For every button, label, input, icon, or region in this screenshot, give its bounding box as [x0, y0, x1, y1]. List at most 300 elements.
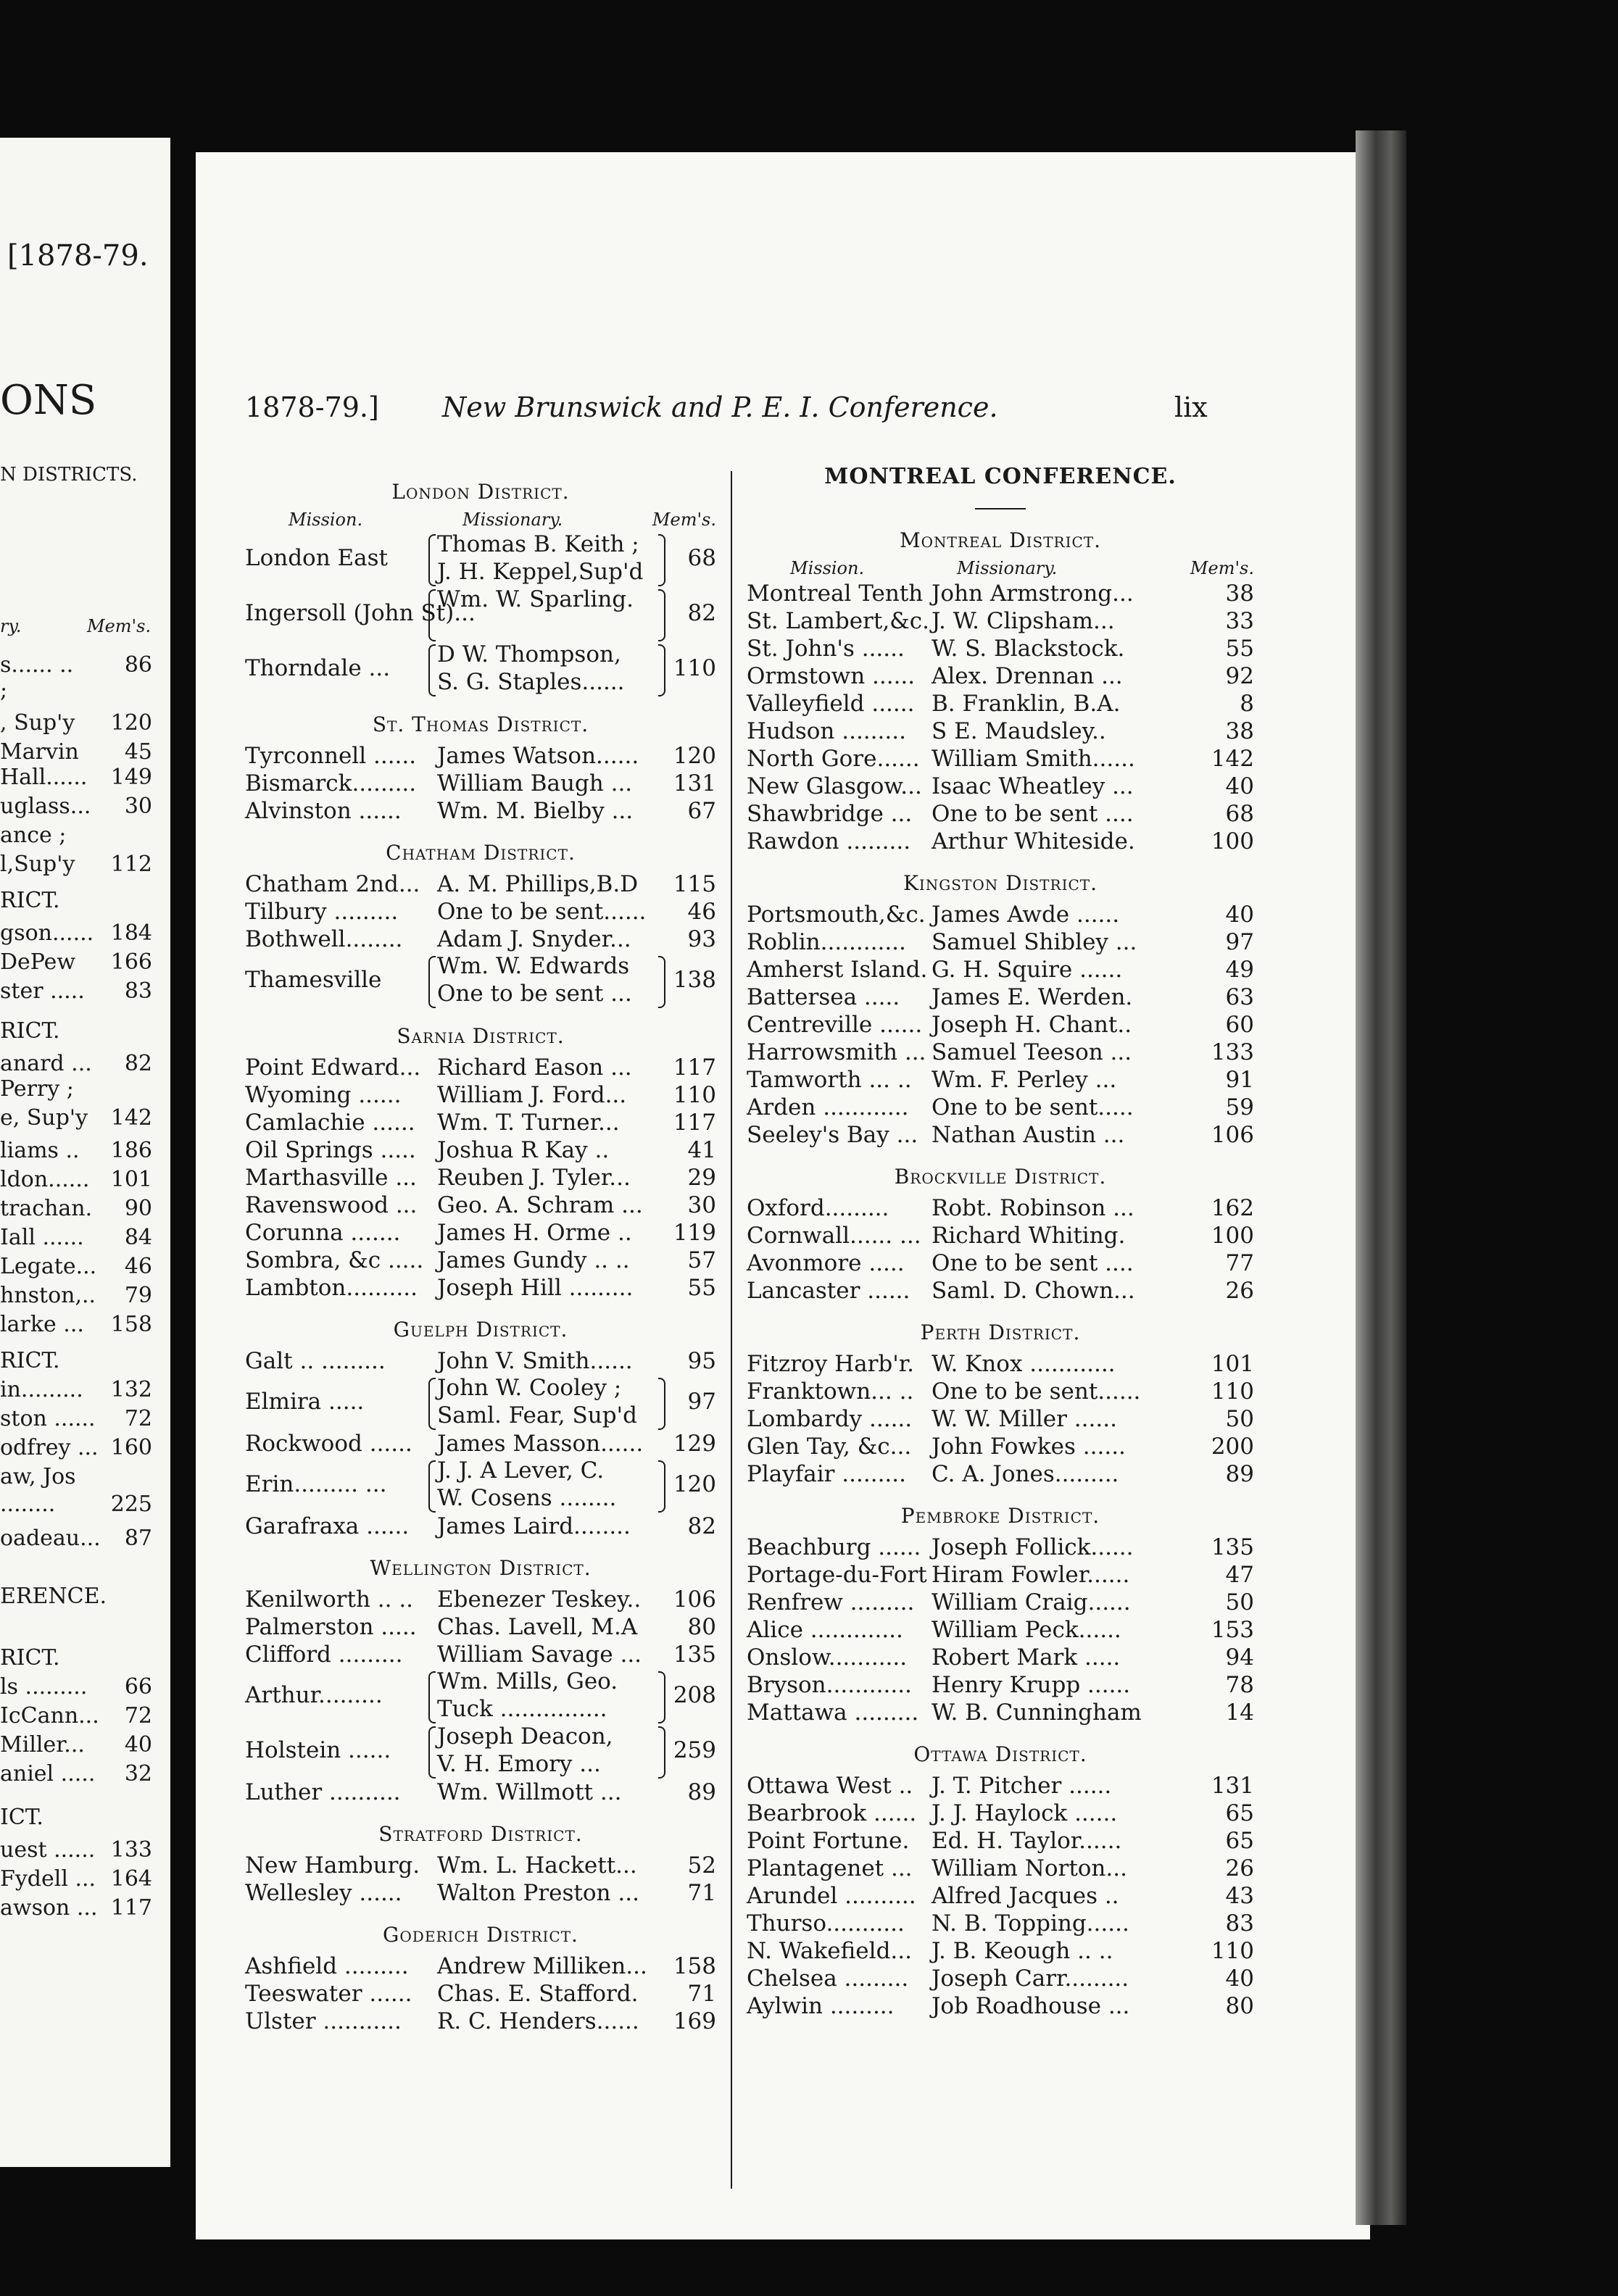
mission-name: Arundel ..........: [747, 1883, 916, 1909]
missionary-name: William Craig......: [932, 1589, 1131, 1615]
mission-name: Arthur.........: [245, 1682, 383, 1708]
member-count: 68: [687, 545, 716, 571]
table-row: [245, 1723, 716, 1779]
left-page-fragment-number: 79: [124, 1283, 152, 1308]
missionary-name: Alfred Jacques ..: [932, 1883, 1119, 1909]
missionary-name: Andrew Milliken...: [437, 1953, 647, 1979]
member-count: 106: [1211, 1122, 1254, 1148]
mission-name: Arden ............: [747, 1094, 909, 1120]
mission-name: Beachburg ......: [747, 1534, 921, 1560]
mission-name: Seeley's Bay ...: [747, 1122, 918, 1148]
member-count: 68: [1225, 801, 1254, 827]
left-page-fragment-row: [0, 1312, 167, 1337]
left-page-fragment-text: IcCann...: [0, 1703, 99, 1729]
left-page-fragment-number: 66: [124, 1674, 152, 1700]
member-count: 117: [673, 1110, 716, 1136]
left-page-fragment-row: [0, 1837, 167, 1863]
missionary-name: G. H. Squire ......: [932, 957, 1123, 983]
left-page-fragment-text: RICT.: [0, 1645, 60, 1671]
left-page-fragment-number: 46: [124, 1254, 152, 1279]
missionary-name: J. J. Haylock ......: [932, 1800, 1118, 1826]
mission-name: Mattawa .........: [747, 1700, 919, 1726]
left-brace: [428, 956, 436, 1008]
missionary-name: John W. Cooley ;: [437, 1375, 622, 1401]
column-header-missionary: Missionary.: [957, 558, 1058, 578]
table-row: [245, 1054, 716, 1081]
mission-name: Battersea .....: [747, 984, 900, 1010]
table-row: [747, 1965, 1254, 1992]
member-count: 65: [1225, 1800, 1254, 1826]
mission-name: Bryson............: [747, 1672, 912, 1698]
left-page-fragment-text: aw, Jos: [0, 1464, 76, 1489]
member-count: 55: [687, 1275, 716, 1301]
left-page-fragment-number: 186: [110, 1138, 152, 1163]
left-page-fragment-number: 132: [110, 1377, 152, 1402]
left-page-fragment-text: ERENCE.: [0, 1584, 107, 1609]
left-page-fragment-row: [0, 1645, 167, 1671]
table-row: [747, 662, 1254, 690]
left-page-fragment-number: 87: [124, 1526, 152, 1551]
mission-name: Onslow...........: [747, 1644, 908, 1671]
mission-name: Thorndale ...: [245, 655, 391, 681]
table-row: [747, 1671, 1254, 1699]
missionary-name: Ed. H. Taylor......: [932, 1828, 1122, 1854]
running-header: [196, 391, 1370, 428]
missionary-name: One to be sent......: [437, 899, 647, 925]
left-page-fragment-number: 158: [110, 1312, 152, 1337]
member-count: 117: [673, 1055, 716, 1081]
table-row: [245, 1375, 716, 1430]
left-page-fragment-row: [0, 1703, 167, 1729]
member-count: 94: [1225, 1644, 1254, 1671]
table-row: [747, 1644, 1254, 1671]
missionary-name: Ebenezer Teskey..: [437, 1586, 642, 1613]
missionary-name: Alex. Drennan ...: [932, 663, 1123, 689]
member-count: 97: [687, 1389, 716, 1415]
column-headers: [747, 558, 1254, 580]
table-row: [245, 641, 716, 696]
member-count: 169: [673, 2008, 716, 2034]
table-row: [747, 1094, 1254, 1121]
member-count: 80: [687, 1614, 716, 1640]
left-page-fragment-number: 86: [124, 652, 152, 678]
table-row: [747, 745, 1254, 773]
column-header-members: Mem's.: [1190, 558, 1254, 578]
member-count: 38: [1225, 718, 1254, 744]
mission-name: Lombardy ......: [747, 1406, 913, 1432]
table-row: [747, 1616, 1254, 1644]
left-page-fragment-text: oadeau...: [0, 1526, 101, 1551]
missionary-name: Nathan Austin ...: [932, 1122, 1125, 1148]
left-page-fragment-row: [0, 739, 167, 765]
column-header-mission: Mission.: [289, 509, 363, 530]
left-page-fragment-row: [0, 1492, 167, 1517]
mission-name: Playfair .........: [747, 1461, 906, 1487]
table-row: [747, 773, 1254, 800]
table-row: [747, 1277, 1254, 1305]
member-count: 14: [1225, 1700, 1254, 1726]
missionary-name: W. Cosens ........: [437, 1485, 617, 1511]
member-count: 59: [1225, 1094, 1254, 1120]
missionary-name: Wm. Willmott ...: [437, 1779, 622, 1805]
left-column: [245, 464, 716, 2035]
mission-name: Elmira .....: [245, 1389, 365, 1415]
member-count: 97: [1225, 929, 1254, 955]
left-page-fragment-text: trachan.: [0, 1196, 93, 1221]
left-page-fragment-text: ;: [0, 678, 8, 703]
missionary-name: J. W. Clipsham...: [932, 608, 1115, 634]
district-heading: Perth District.: [920, 1320, 1081, 1344]
mission-name: Clifford .........: [245, 1642, 403, 1668]
member-count: 43: [1225, 1883, 1254, 1909]
mission-name: Palmerston .....: [245, 1614, 417, 1640]
table-row: [747, 828, 1254, 855]
left-page-fragment-text: RICT.: [0, 1018, 60, 1044]
member-count: 38: [1225, 581, 1254, 607]
mission-name: Oxford.........: [747, 1195, 889, 1221]
table-row: [747, 1534, 1254, 1561]
member-count: 110: [673, 1082, 716, 1108]
left-page-fragment-number: 40: [124, 1732, 152, 1758]
table-row: [245, 953, 716, 1008]
member-count: 40: [1225, 902, 1254, 928]
left-page-col-missionary: ry.: [0, 616, 22, 636]
mission-name: Teeswater ......: [245, 1981, 412, 2007]
mission-name: New Hamburg.: [245, 1852, 420, 1879]
district-heading: Goderich District.: [383, 1923, 578, 1947]
left-page-fragment-row: [0, 1732, 167, 1758]
table-row: [747, 1433, 1254, 1460]
mission-name: Tyrconnell ......: [245, 743, 417, 769]
left-page-fragment-row: [0, 1805, 167, 1830]
column-header-mission: Mission.: [790, 558, 865, 578]
missionary-name: William Peck......: [932, 1617, 1121, 1643]
table-row: [747, 800, 1254, 828]
left-page-fragment-text: ls .........: [0, 1674, 88, 1700]
mission-name: Marthasville ...: [245, 1165, 417, 1191]
left-page-fragment-text: aniel .....: [0, 1761, 96, 1787]
left-page-fragment-text: ston ......: [0, 1406, 96, 1431]
left-page-fragment-row: [0, 710, 167, 736]
left-page-fragment-number: 90: [124, 1196, 152, 1221]
left-page-fragment-row: [0, 678, 167, 703]
left-page-fragment-text: Legate...: [0, 1254, 97, 1279]
mission-name: Point Fortune.: [747, 1828, 910, 1854]
left-page-fragment-text: RICT.: [0, 888, 60, 913]
missionary-name: William J. Ford...: [437, 1082, 627, 1108]
left-page-fragment-text: Miller...: [0, 1732, 85, 1758]
mission-name: Ottawa West ..: [747, 1773, 913, 1799]
missionary-name: Samuel Teeson ...: [932, 1039, 1132, 1065]
member-count: 65: [1225, 1828, 1254, 1854]
mission-name: Lambton..........: [245, 1275, 418, 1301]
missionary-name: J. J. A Lever, C.: [437, 1457, 605, 1484]
left-page-fragment-row: [0, 949, 167, 975]
member-count: 82: [687, 1513, 716, 1539]
left-page-fragment-number: 83: [124, 978, 152, 1004]
table-row: [747, 1350, 1254, 1378]
member-count: 153: [1211, 1617, 1254, 1643]
member-count: 52: [687, 1852, 716, 1879]
member-count: 100: [1211, 1223, 1254, 1249]
left-brace: [428, 534, 436, 586]
mission-name: Luther ..........: [245, 1779, 401, 1805]
mission-name: Bismarck.........: [245, 770, 417, 796]
member-count: 63: [1225, 984, 1254, 1010]
left-facing-page: [0, 138, 170, 2167]
table-row: [245, 1136, 716, 1164]
member-count: 95: [687, 1348, 716, 1374]
left-page-fragment-text: in.........: [0, 1377, 83, 1402]
district-heading: Brockville District.: [894, 1165, 1107, 1189]
missionary-name: John Fowkes ......: [932, 1434, 1126, 1460]
missionary-name: Tuck ...............: [437, 1696, 607, 1722]
table-row: [245, 531, 716, 586]
table-row: [245, 1852, 716, 1879]
table-row: [245, 1109, 716, 1136]
member-count: 83: [1225, 1910, 1254, 1937]
left-page-col-members: Mem's.: [87, 616, 152, 636]
left-page-fragment-number: 72: [124, 1703, 152, 1729]
left-page-fragment-row: [0, 1348, 167, 1373]
mission-name: Erin......... ...: [245, 1471, 387, 1497]
left-page-fragment-row: [0, 1225, 167, 1250]
table-row: [245, 1980, 716, 2008]
header-year: 1878-79.]: [245, 391, 379, 423]
mission-name: Shawbridge ...: [747, 801, 913, 827]
mission-name: St. John's ......: [747, 636, 905, 662]
missionary-name: Samuel Shibley ...: [932, 929, 1137, 955]
right-brace: [658, 1460, 665, 1513]
right-brace: [658, 589, 665, 641]
left-page-fragment-text: odfrey ...: [0, 1435, 99, 1460]
left-page-fragment-number: 112: [110, 852, 152, 877]
table-row: [245, 1430, 716, 1457]
mission-name: Bearbrook ......: [747, 1800, 917, 1826]
missionary-name: Joseph Deacon,: [437, 1723, 613, 1750]
left-page-fragment-text: Perry ;: [0, 1076, 74, 1102]
member-count: 89: [1225, 1461, 1254, 1487]
mission-name: Renfrew .........: [747, 1589, 915, 1615]
table-row: [245, 1952, 716, 1980]
left-page-fragment-text: l,Sup'y: [0, 852, 75, 877]
mission-name: Amherst Island.: [747, 957, 928, 983]
left-page-fragment-number: 117: [110, 1895, 152, 1921]
mission-name: Alice .............: [747, 1617, 903, 1643]
member-count: 142: [1211, 746, 1254, 772]
left-brace: [428, 1460, 436, 1513]
member-count: 100: [1211, 828, 1254, 854]
missionary-name: Joseph Hill .........: [437, 1275, 634, 1301]
mission-name: New Glasgow...: [747, 773, 922, 799]
member-count: 101: [1211, 1351, 1254, 1377]
left-page-fragment-number: 184: [110, 920, 152, 946]
left-page-fragment-number: 166: [110, 949, 152, 975]
table-row: [245, 1668, 716, 1723]
member-count: 208: [673, 1682, 716, 1708]
missionary-name: Chas. E. Stafford.: [437, 1981, 639, 2007]
left-page-fragment-row: [0, 1866, 167, 1892]
left-page-fragment-number: 84: [124, 1225, 152, 1250]
mission-name: Franktown... ..: [747, 1378, 914, 1405]
missionary-name: Wm. L. Hackett...: [437, 1852, 637, 1879]
left-page-fragment-text: ........: [0, 1492, 56, 1517]
left-page-fragment-row: [0, 1018, 167, 1044]
right-brace: [658, 534, 665, 586]
mission-name: Valleyfield ......: [747, 691, 915, 717]
mission-name: Harrowsmith ...: [747, 1039, 926, 1065]
column-header-members: Mem's.: [652, 509, 716, 530]
conference-rule: [975, 508, 1026, 509]
left-page-fragment-text: awson ...: [0, 1895, 98, 1921]
left-page-fragment-number: 120: [110, 710, 152, 736]
member-count: 200: [1211, 1434, 1254, 1460]
mission-name: Lancaster ......: [747, 1278, 910, 1304]
member-count: 30: [687, 1192, 716, 1218]
left-page-fragment-row: [0, 1406, 167, 1431]
left-page-fragment-text: gson......: [0, 920, 94, 946]
missionary-name: V. H. Emory ...: [437, 1751, 601, 1777]
mission-name: Roblin............: [747, 929, 906, 955]
missionary-name: James E. Werden.: [932, 984, 1133, 1010]
table-row: [747, 1378, 1254, 1405]
mission-name: Tilbury .........: [245, 899, 399, 925]
mission-name: Chelsea .........: [747, 1966, 909, 1992]
missionary-name: James Watson......: [437, 743, 639, 769]
left-page-fragment-row: [0, 1196, 167, 1221]
left-page-fragment-text: ance ;: [0, 823, 67, 848]
member-count: 93: [687, 926, 716, 952]
member-count: 110: [1211, 1378, 1254, 1405]
left-page-fragment-number: 142: [110, 1105, 152, 1131]
member-count: 50: [1225, 1589, 1254, 1615]
table-row: [245, 2008, 716, 2035]
member-count: 89: [687, 1779, 716, 1805]
mission-name: Camlachie ......: [245, 1110, 415, 1136]
missionary-name: Robt. Robinson ...: [932, 1195, 1134, 1221]
district-heading: Stratford District.: [378, 1822, 583, 1846]
left-brace: [428, 644, 436, 696]
mission-name: Ingersoll (John St)...: [245, 600, 476, 626]
left-brace: [428, 1378, 436, 1430]
table-row: [747, 1855, 1254, 1882]
missionary-name: James Gundy .. ..: [437, 1247, 630, 1273]
table-row: [747, 1699, 1254, 1726]
missionary-name: One to be sent ....: [932, 801, 1134, 827]
member-count: 131: [1211, 1773, 1254, 1799]
missionary-name: Isaac Wheatley ...: [932, 773, 1134, 799]
mission-name: Alvinston ......: [245, 798, 402, 824]
table-row: [245, 1879, 716, 1907]
member-count: 92: [1225, 663, 1254, 689]
missionary-name: One to be sent ...: [437, 981, 632, 1007]
member-count: 129: [673, 1431, 716, 1457]
district-heading: Chatham District.: [386, 841, 576, 865]
member-count: 119: [673, 1220, 716, 1246]
table-row: [245, 1247, 716, 1274]
left-page-fragment-number: 45: [124, 739, 152, 765]
left-page-fragment-text: Hall......: [0, 765, 88, 790]
left-page-fragment-number: 72: [124, 1406, 152, 1431]
mission-name: Glen Tay, &c...: [747, 1434, 912, 1460]
left-page-fragment-row: [0, 823, 167, 848]
left-page-fragment-row: [0, 1283, 167, 1308]
missionary-name: D W. Thompson,: [437, 641, 621, 667]
left-page-fragment-number: 101: [110, 1167, 152, 1192]
mission-name: North Gore......: [747, 746, 920, 772]
page: [196, 152, 1370, 2239]
left-page-fragment-row: [0, 794, 167, 819]
table-row: [747, 1589, 1254, 1616]
missionary-name: John Armstrong...: [932, 581, 1134, 607]
left-page-fragment-number: 225: [110, 1492, 152, 1517]
table-row: [245, 1641, 716, 1668]
missionary-name: Saml. Fear, Sup'd: [437, 1402, 637, 1428]
member-count: 26: [1225, 1278, 1254, 1304]
left-page-fragment-number: 82: [124, 1051, 152, 1076]
member-count: 60: [1225, 1012, 1254, 1038]
missionary-name: Geo. A. Schram ...: [437, 1192, 643, 1218]
missionary-name: Wm. T. Turner...: [437, 1110, 620, 1136]
member-count: 46: [687, 899, 716, 925]
left-page-fragment-row: [0, 1674, 167, 1700]
right-brace: [658, 1671, 665, 1723]
left-page-fragment-row: [0, 1076, 167, 1102]
column-headers: [245, 509, 716, 531]
member-count: 67: [687, 798, 716, 824]
member-count: 259: [673, 1737, 716, 1763]
member-count: 49: [1225, 957, 1254, 983]
left-page-fragment-number: 133: [110, 1837, 152, 1863]
missionary-name: Wm. W. Sparling.: [437, 586, 634, 612]
missionary-name: John V. Smith......: [437, 1348, 633, 1374]
mission-name: London East: [245, 545, 389, 571]
missionary-name: Henry Krupp ......: [932, 1672, 1131, 1698]
left-page-fragment-row: [0, 1254, 167, 1279]
missionary-name: W. S. Blackstock.: [932, 636, 1125, 662]
member-count: 110: [673, 655, 716, 681]
table-row: [747, 1194, 1254, 1222]
left-page-fragment-text: ldon......: [0, 1167, 90, 1192]
left-page-fragment-number: 149: [110, 765, 152, 790]
missionary-name: Thomas B. Keith ;: [437, 531, 639, 557]
missionary-name: James Masson......: [437, 1431, 644, 1457]
left-page-fragment-row: [0, 888, 167, 913]
mission-name: Sombra, &c .....: [245, 1247, 424, 1273]
table-row: [747, 1039, 1254, 1066]
left-page-fragment-row: [0, 1051, 167, 1076]
column-divider: [731, 471, 732, 2189]
left-brace: [428, 1726, 436, 1779]
left-page-fragment-row: [0, 1105, 167, 1131]
missionary-name: Wm. W. Edwards: [437, 953, 630, 979]
missionary-name: C. A. Jones.........: [932, 1461, 1119, 1487]
member-count: 120: [673, 1471, 716, 1497]
left-page-fragment-text: s...... ..: [0, 652, 74, 678]
left-page-fragment-text: larke ...: [0, 1312, 84, 1337]
member-count: 78: [1225, 1672, 1254, 1698]
missionary-name: William Baugh ...: [437, 770, 633, 796]
member-count: 82: [687, 600, 716, 626]
left-page-fragment-row: [0, 852, 167, 877]
member-count: 135: [1211, 1534, 1254, 1560]
member-count: 57: [687, 1247, 716, 1273]
member-count: 115: [673, 871, 716, 897]
missionary-name: Arthur Whiteside.: [932, 828, 1135, 854]
district-heading: Kingston District.: [903, 871, 1098, 895]
missionary-name: Richard Eason ...: [437, 1055, 632, 1081]
missionary-name: A. M. Phillips,B.D: [437, 871, 639, 897]
